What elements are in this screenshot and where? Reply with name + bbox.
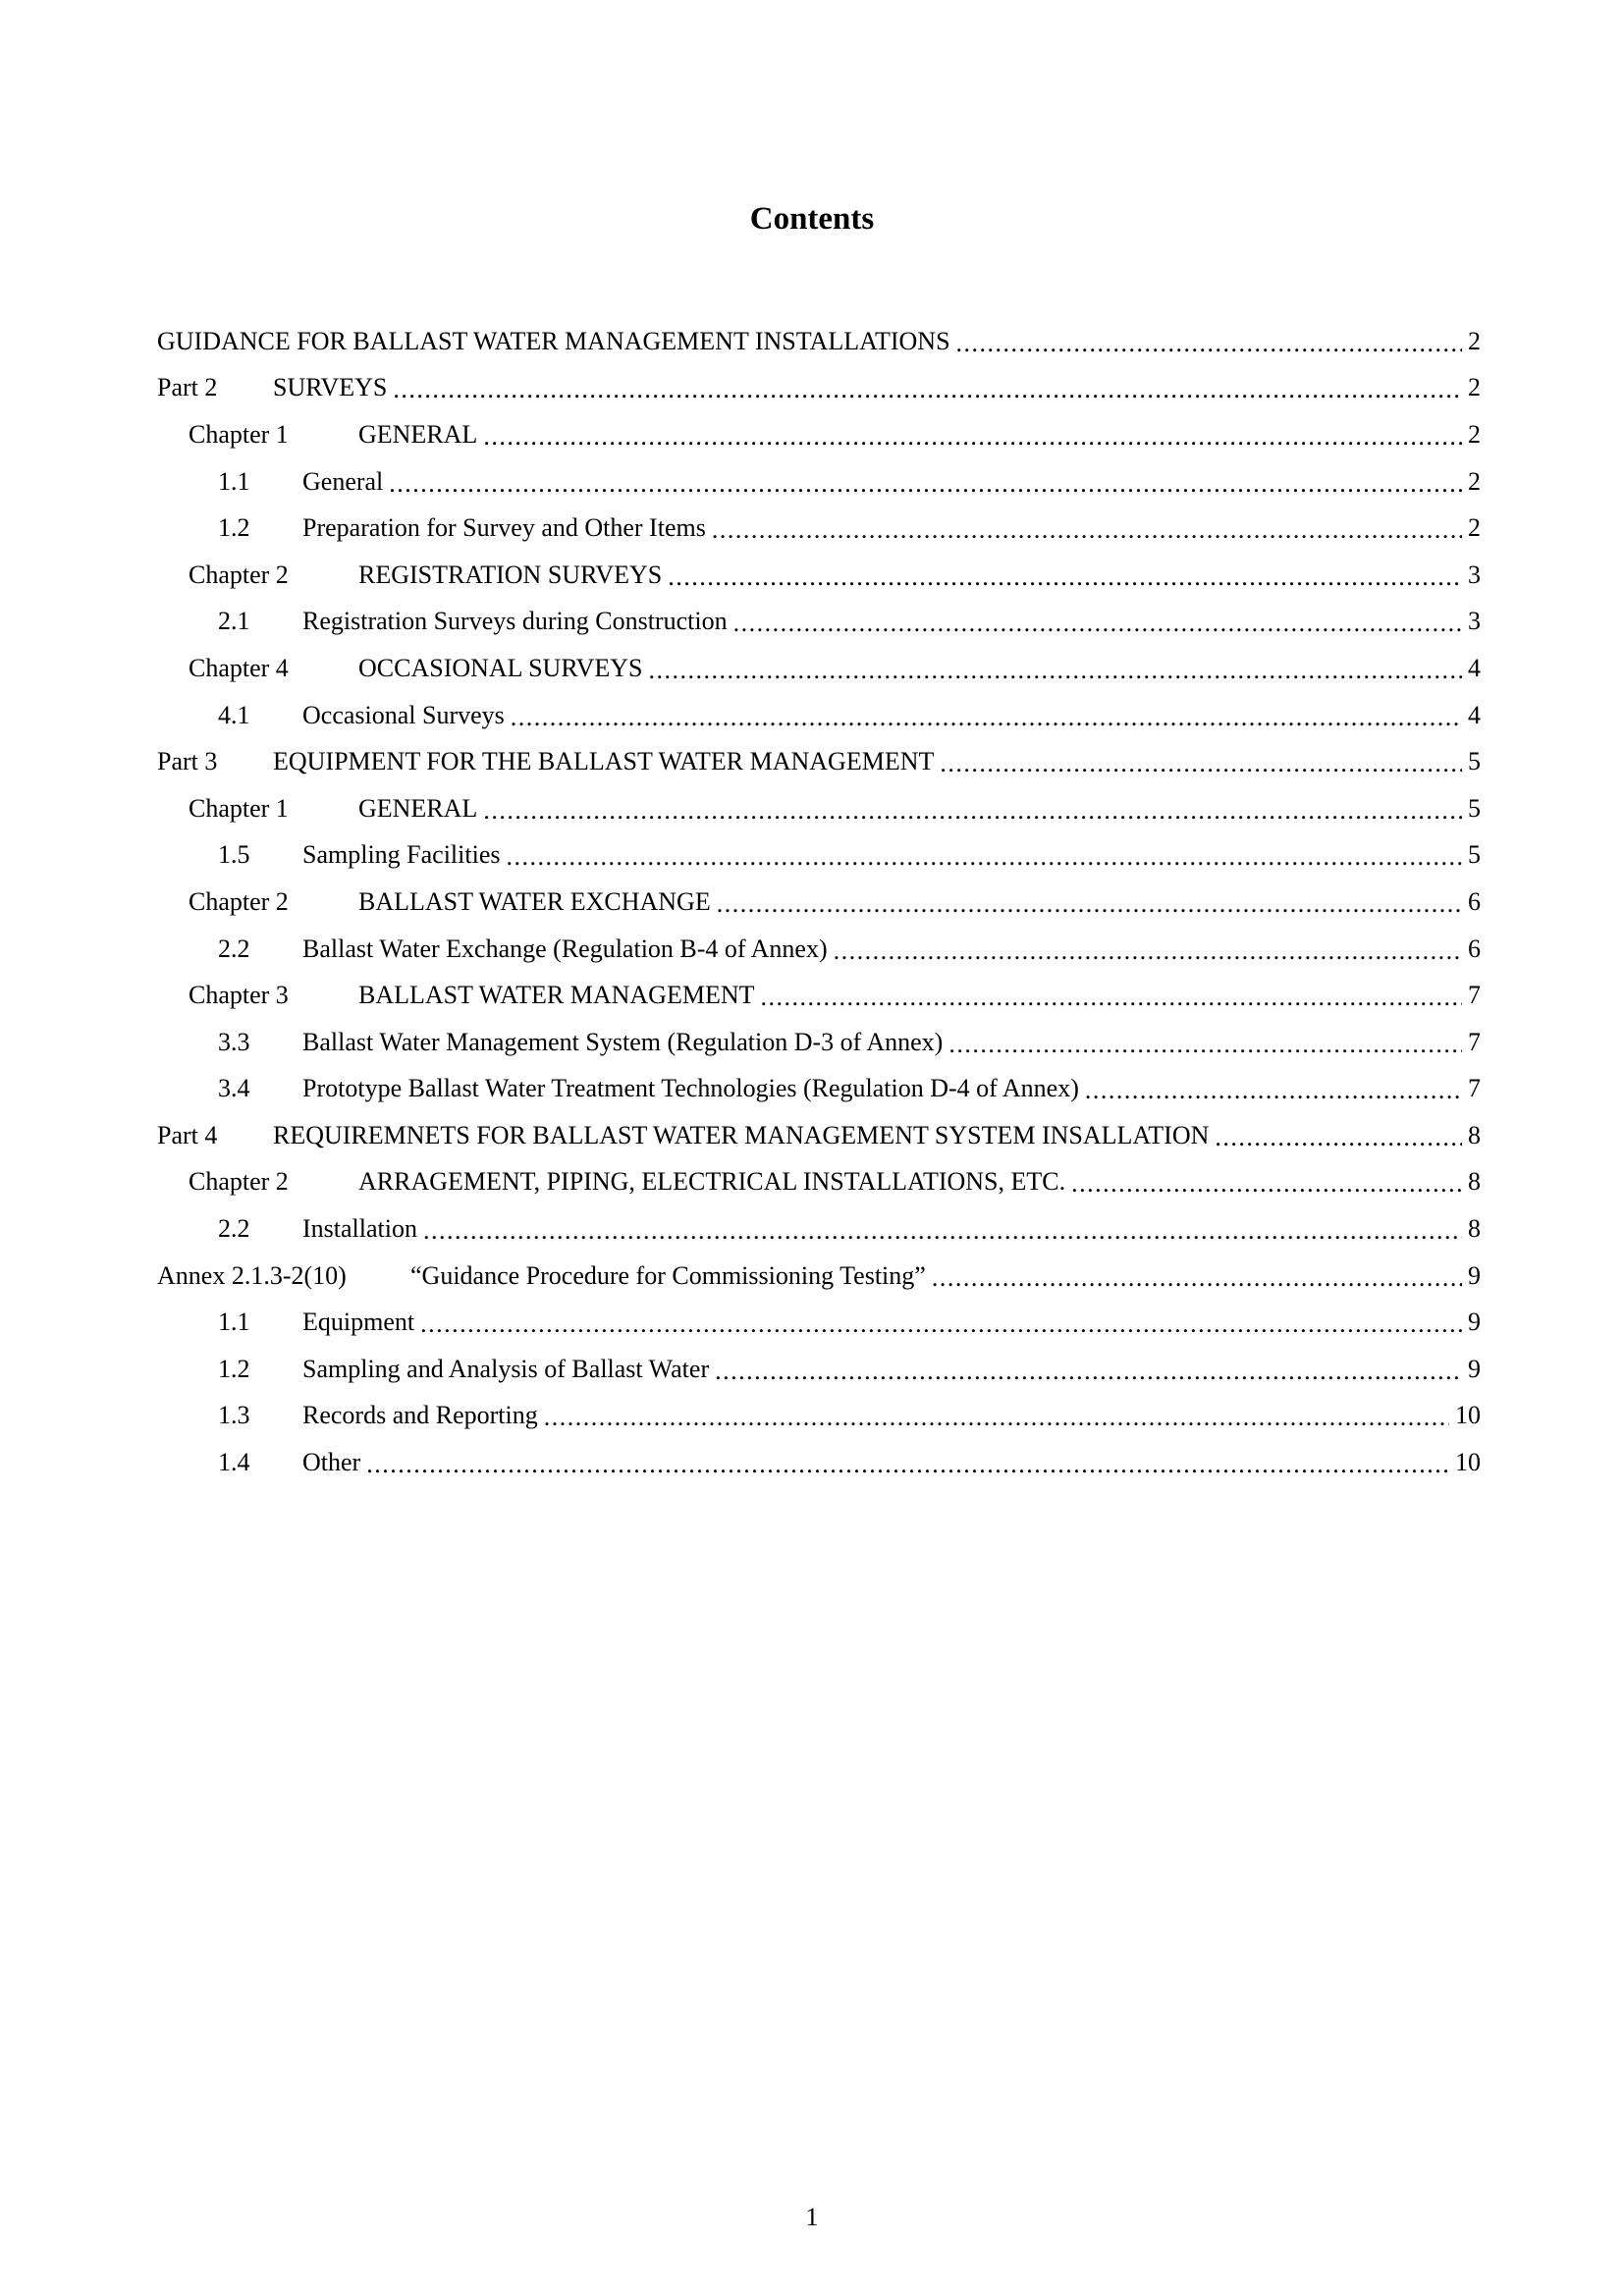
toc-dot-leader xyxy=(420,1309,1462,1339)
toc-entry-page: 2 xyxy=(1468,326,1481,355)
toc-entry[interactable] xyxy=(157,599,1481,646)
toc-dot-leader xyxy=(366,1450,1449,1479)
toc-dot-leader xyxy=(956,329,1462,358)
toc-entry-title: “Guidance Procedure for Commissioning Testing” xyxy=(410,1260,926,1290)
toc-entry-number: 1.1 xyxy=(218,1308,250,1337)
toc-dot-leader xyxy=(715,1357,1462,1386)
toc-entry-number: Part 4 xyxy=(157,1120,218,1149)
toc-entry-page: 7 xyxy=(1468,1027,1481,1056)
toc-entry-page: 2 xyxy=(1468,513,1481,543)
toc-entry-page: 2 xyxy=(1468,419,1481,449)
toc-entry-title: Occasional Surveys xyxy=(302,700,505,729)
toc-entry-page: 9 xyxy=(1468,1260,1481,1290)
toc-entry-number: Chapter 1 xyxy=(189,419,289,449)
toc-entry-title: Sampling Facilities xyxy=(302,840,501,870)
toc-entry[interactable] xyxy=(157,1346,1481,1393)
toc-entry-number: Part 3 xyxy=(157,747,218,776)
toc-dot-leader xyxy=(393,375,1462,404)
toc-dot-leader xyxy=(389,469,1462,499)
toc-entry-title: BALLAST WATER MANAGEMENT xyxy=(358,981,755,1010)
toc-entry-page: 3 xyxy=(1468,607,1481,636)
toc-entry-number: Annex 2.1.3-2(10) xyxy=(157,1260,347,1290)
toc-entry-page: 8 xyxy=(1468,1167,1481,1197)
toc-entry[interactable] xyxy=(157,785,1481,832)
toc-entry-title: GENERAL xyxy=(358,419,478,449)
toc-entry-page: 4 xyxy=(1468,653,1481,682)
toc-entry[interactable] xyxy=(157,1393,1481,1440)
toc-entry-title: SURVEYS xyxy=(273,373,388,402)
toc-entry-page: 3 xyxy=(1468,560,1481,589)
toc-entry-page: 9 xyxy=(1468,1308,1481,1337)
toc-dot-leader xyxy=(423,1216,1462,1246)
toc-entry-number: 1.5 xyxy=(218,840,250,870)
toc-entry[interactable] xyxy=(157,926,1481,973)
toc-entry-number: 3.4 xyxy=(218,1074,250,1103)
toc-dot-leader xyxy=(1215,1123,1462,1152)
toc-entry[interactable] xyxy=(157,832,1481,880)
toc-entry-title: Registration Surveys during Construction xyxy=(302,607,728,636)
toc-entry-title: Sampling and Analysis of Ballast Water xyxy=(302,1354,710,1383)
toc-entry-number: 1.3 xyxy=(218,1401,250,1430)
toc-entry-page: 9 xyxy=(1468,1354,1481,1383)
toc-entry-number: Chapter 1 xyxy=(189,793,289,823)
toc-entry-number: Chapter 2 xyxy=(189,1167,289,1197)
toc-entry[interactable] xyxy=(157,411,1481,458)
toc-dot-leader xyxy=(733,609,1462,638)
toc-dot-leader xyxy=(1085,1076,1462,1105)
toc-dot-leader xyxy=(483,422,1462,452)
toc-dot-leader xyxy=(1071,1169,1462,1199)
toc-entry-number: Chapter 2 xyxy=(189,886,289,916)
toc-entry-title: Preparation for Survey and Other Items xyxy=(302,513,706,543)
toc-dot-leader xyxy=(940,749,1462,778)
toc-entry-number: 2.2 xyxy=(218,934,250,963)
toc-entry-number: 4.1 xyxy=(218,700,250,729)
toc-entry-number: 1.2 xyxy=(218,513,250,543)
toc-dot-leader xyxy=(649,656,1463,685)
toc-entry-title: OCCASIONAL SURVEYS xyxy=(358,653,643,682)
toc-entry[interactable] xyxy=(157,1159,1481,1206)
toc-entry-number: Chapter 4 xyxy=(189,653,289,682)
toc-entry-page: 2 xyxy=(1468,373,1481,402)
toc-entry[interactable] xyxy=(157,1066,1481,1113)
toc-entry-title: Installation xyxy=(302,1214,417,1244)
toc-entry-title: Prototype Ballast Water Treatment Technologies (Regulation D-4 of Annex) xyxy=(302,1074,1079,1103)
toc-dot-leader xyxy=(544,1403,1449,1432)
toc-entry-title: BALLAST WATER EXCHANGE xyxy=(358,886,711,916)
toc-entry-title: REGISTRATION SURVEYS xyxy=(358,560,663,589)
toc-entry-title: EQUIPMENT FOR THE BALLAST WATER MANAGEMENT xyxy=(273,747,935,776)
toc-entry-title: Other xyxy=(302,1448,361,1477)
toc-entry[interactable] xyxy=(157,738,1481,785)
toc-dot-leader xyxy=(948,1030,1462,1059)
toc-entry[interactable] xyxy=(157,1019,1481,1066)
toc-dot-leader xyxy=(834,936,1462,966)
toc-dot-leader xyxy=(483,796,1462,826)
toc-entry[interactable] xyxy=(157,505,1481,552)
toc-entry[interactable] xyxy=(157,972,1481,1019)
toc-entry-number: Chapter 2 xyxy=(189,560,289,589)
toc-entry-page: 2 xyxy=(1468,466,1481,496)
toc-entry-title: GUIDANCE FOR BALLAST WATER MANAGEMENT INSTALLATIONS xyxy=(157,326,950,355)
toc-entry-page: 5 xyxy=(1468,793,1481,823)
toc-entry-title: REQUIREMNETS FOR BALLAST WATER MANAGEMENT SYSTEM INSALLATION xyxy=(273,1120,1210,1149)
toc-entry-page: 7 xyxy=(1468,1074,1481,1103)
toc-dot-leader xyxy=(717,889,1462,919)
toc-entry[interactable] xyxy=(157,1253,1481,1300)
toc-entry[interactable] xyxy=(157,645,1481,692)
toc-entry[interactable] xyxy=(157,692,1481,739)
toc-entry-page: 4 xyxy=(1468,700,1481,729)
toc-entry[interactable] xyxy=(157,1112,1481,1159)
toc-entry[interactable] xyxy=(157,458,1481,506)
toc-dot-leader xyxy=(511,703,1462,732)
toc-entry[interactable] xyxy=(157,1299,1481,1346)
toc-entry-page: 10 xyxy=(1455,1401,1481,1430)
page-number: 1 xyxy=(805,2203,819,2231)
toc-dot-leader xyxy=(932,1263,1462,1293)
toc-entry-number: 1.1 xyxy=(218,466,250,496)
toc-dot-leader xyxy=(712,515,1462,545)
toc-entry-title: Records and Reporting xyxy=(302,1401,538,1430)
toc-entry-title: GENERAL xyxy=(358,793,478,823)
toc-entry-number: 1.2 xyxy=(218,1354,250,1383)
toc-entry-title: Ballast Water Exchange (Regulation B-4 of Annex) xyxy=(302,934,828,963)
page-title: Contents xyxy=(749,201,875,237)
toc-entry-title: General xyxy=(302,466,384,496)
toc-dot-leader xyxy=(668,562,1462,592)
toc-entry-number: 2.1 xyxy=(218,607,250,636)
toc-entry[interactable] xyxy=(157,1205,1481,1253)
toc-dot-leader xyxy=(760,983,1462,1012)
toc-entry-number: 2.2 xyxy=(218,1214,250,1244)
toc-entry-page: 5 xyxy=(1468,747,1481,776)
toc-entry[interactable] xyxy=(157,879,1481,926)
toc-entry-page: 5 xyxy=(1468,840,1481,870)
toc-entry[interactable] xyxy=(157,365,1481,412)
toc-entry[interactable] xyxy=(157,552,1481,599)
toc-entry-page: 8 xyxy=(1468,1214,1481,1244)
toc-entry-number: Part 2 xyxy=(157,373,218,402)
toc-entry-number: 3.3 xyxy=(218,1027,250,1056)
toc-entry-page: 6 xyxy=(1468,886,1481,916)
table-of-contents xyxy=(157,318,1481,1486)
toc-entry-page: 7 xyxy=(1468,981,1481,1010)
toc-entry-page: 10 xyxy=(1455,1448,1481,1477)
toc-entry[interactable] xyxy=(157,318,1481,365)
toc-entry-page: 6 xyxy=(1468,934,1481,963)
toc-entry-number: Chapter 3 xyxy=(189,981,289,1010)
toc-entry-title: Equipment xyxy=(302,1308,415,1337)
toc-entry-title: Ballast Water Management System (Regulation D-3 of Annex) xyxy=(302,1027,944,1056)
toc-entry-title: ARRAGEMENT, PIPING, ELECTRICAL INSTALLATIONS, ETC. xyxy=(358,1167,1066,1197)
toc-entry-page: 8 xyxy=(1468,1120,1481,1149)
toc-entry[interactable] xyxy=(157,1439,1481,1486)
toc-dot-leader xyxy=(507,842,1463,872)
toc-entry-number: 1.4 xyxy=(218,1448,250,1477)
